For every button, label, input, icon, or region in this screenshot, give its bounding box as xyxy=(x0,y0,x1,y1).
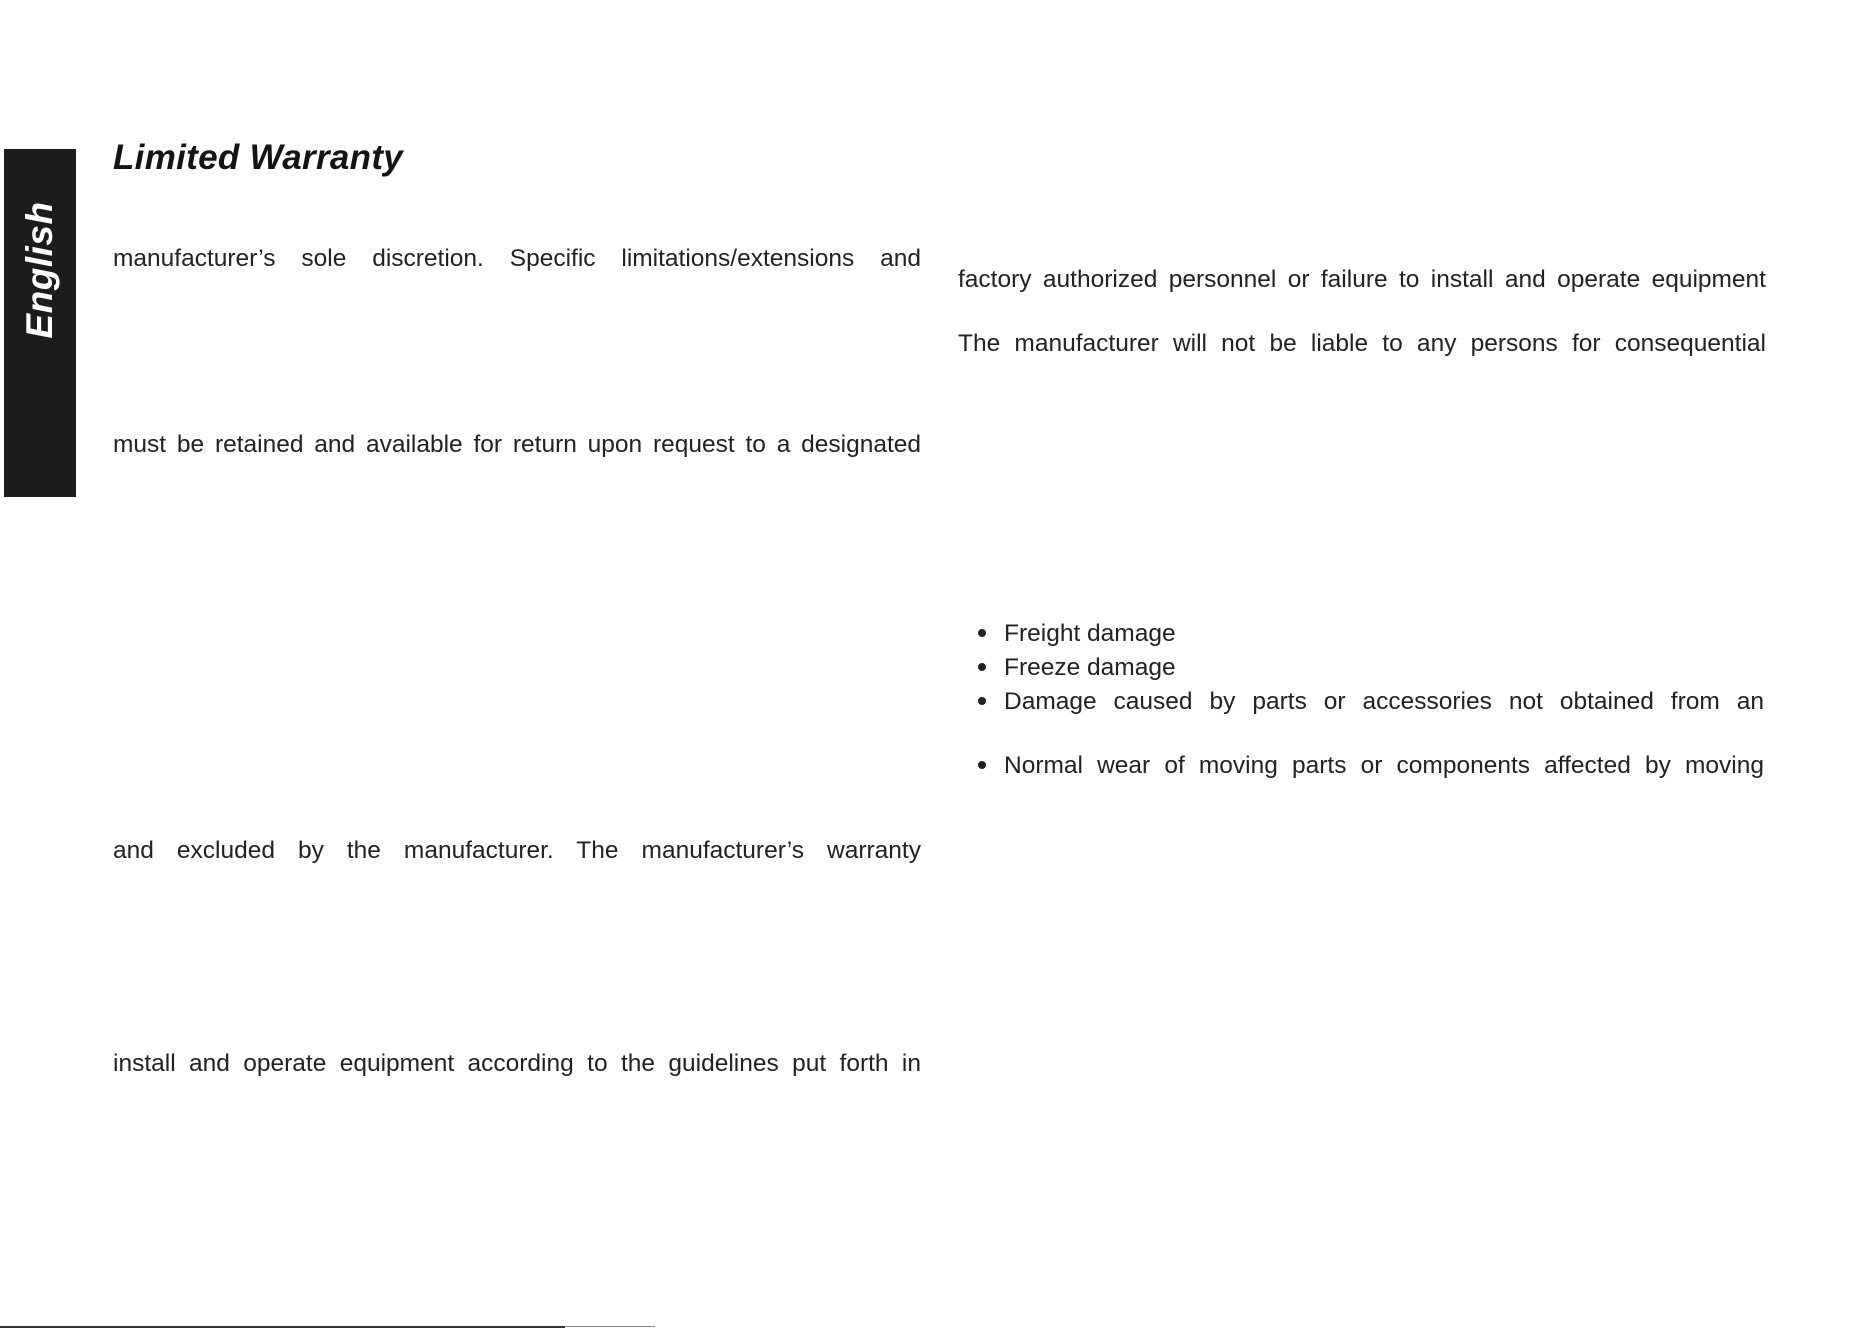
page-title: Limited Warranty xyxy=(113,138,404,177)
language-tab-label: English xyxy=(19,201,60,339)
exclusion-text: Damage caused by parts or accessories not obtained from an xyxy=(1004,688,1764,715)
exclusion-item xyxy=(978,687,1764,717)
footer-rule-segment xyxy=(565,1326,655,1327)
bullet-icon xyxy=(978,697,986,705)
left-paragraph-line: manufacturer’s sole discretion. Specific limitations/extensions and xyxy=(113,245,921,272)
language-tab xyxy=(4,149,76,497)
exclusion-item xyxy=(978,653,1176,683)
exclusion-item xyxy=(978,751,1764,781)
left-paragraph-line: and excluded by the manufacturer. The manufacturer’s warranty xyxy=(113,837,921,864)
bullet-icon xyxy=(978,629,986,637)
left-paragraph-line: install and operate equipment according to the guidelines put forth in xyxy=(113,1050,921,1077)
left-paragraph-line: must be retained and available for return upon request to a designated xyxy=(113,431,921,458)
right-paragraph-line: factory authorized personnel or failure to install and operate equipment xyxy=(958,266,1766,293)
exclusion-text: Freeze damage xyxy=(1004,654,1176,681)
exclusion-item xyxy=(978,619,1176,649)
bullet-icon xyxy=(978,663,986,671)
right-paragraph-line: The manufacturer will not be liable to any persons for consequential xyxy=(958,330,1766,357)
bullet-icon xyxy=(978,761,986,769)
exclusion-text: Freight damage xyxy=(1004,620,1176,647)
exclusion-text: Normal wear of moving parts or components affected by moving xyxy=(1004,752,1764,779)
